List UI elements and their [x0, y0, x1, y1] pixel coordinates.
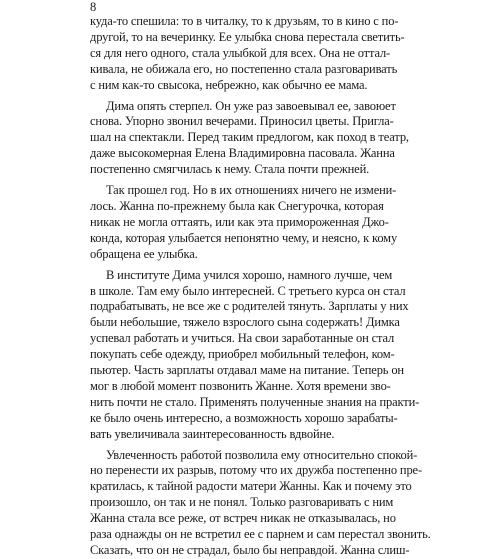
text-line: В институте Дима учился хорошо, намного лучше, чем [106, 267, 393, 282]
text-line: конда, которая улыбается непонятно чему, и неясно, к кому [90, 230, 398, 245]
text-line: мог в любой момент позвонить Жанне. Хотя времени зво- [90, 378, 391, 393]
text-line: кивала, не обижала его, но постепенно стала разговаривать [90, 61, 398, 76]
text-line: произошло, он так и не понял. Только разговаривать с ним [90, 495, 394, 510]
text-line: Так прошел год. Но в их отношениях ничего не измени- [106, 183, 397, 198]
text-line: ся для него одного, стала улыбкой для всех. Она не оттал- [90, 45, 391, 60]
text-line: Сказать, что он не страдал, было бы неправдой. Жанна слиш- [90, 543, 410, 557]
text-line: в школе. Там ему было интересней. С третьего курса он стал [90, 283, 406, 298]
text-line: успевал работать и учиться. На свои заработанные он стал [90, 331, 395, 346]
text-line: пьютер. Часть зарплаты отдавал маме на питание. Теперь он [90, 363, 404, 378]
page-number: 8 [90, 0, 97, 14]
text-line: ке было очень интересно, а возможность хорошо зарабаты- [90, 410, 398, 425]
text-line: кратилась, к тайной радости матери Жанны. Как и почему это [90, 479, 412, 494]
text-line: обращена ее улыбка. [90, 246, 198, 261]
text-line: никак не могла оттаять, или как эта примороженная Джо- [90, 214, 389, 229]
text-line: раза однажды он не встретил ее с парнем и сам перестал звонить. [90, 527, 431, 542]
text-line: Жанна стала все реже, от встреч никак не отказывалась, но [90, 511, 396, 526]
text-line: даже высокомерная Елена Владимировна пасовала. Жанна [90, 146, 395, 161]
text-line: покупать себе одежду, приобрел мобильный телефон, ком- [90, 347, 395, 362]
text-line: постепенно смягчилась к нему. Стала почти прежней. [90, 162, 370, 177]
text-line: с ним как-то свысока, небрежно, как обычно ее мама. [90, 77, 368, 92]
text-line: Дима опять стерпел. Он уже раз завоевывал ее, завоюет [106, 98, 396, 113]
page-text [90, 14, 431, 559]
text-line: снова. Упорно звонил вечерами. Приносил цветы. Пригла- [90, 114, 394, 129]
text-line: другой, то на вечеринку. Ее улыбка снова перестала светить- [90, 29, 405, 44]
text-line: вать увеличивала заинтересованность вдвойне. [90, 426, 335, 441]
text-line: лось. Жанна по-прежнему была как Снегурочка, которая [90, 198, 384, 213]
text-line: куда-то спешила: то в читалку, то к друзьям, то в кино с по- [90, 14, 399, 28]
text-line: шал на спектакли. Перед таким предлогом, как поход в театр, [90, 130, 409, 145]
text-line: были небольшие, тяжело взрослого сына содержать! Димка [90, 315, 400, 330]
text-line: но перенести их разрыв, потому что их дружба постепенно пре- [90, 463, 422, 478]
text-line: Увлеченность работой позволила ему относительно спокой- [106, 447, 418, 462]
text-line: подрабатывать, не все же с родителей тянуть. Зарплаты у них [90, 299, 409, 314]
text-line: нить почти не стало. Применять полученные знания на практи- [90, 394, 420, 409]
paragraph [90, 447, 431, 559]
paragraph [90, 267, 420, 443]
paragraph [90, 14, 405, 94]
paragraph [90, 98, 409, 179]
paragraph [90, 183, 400, 263]
